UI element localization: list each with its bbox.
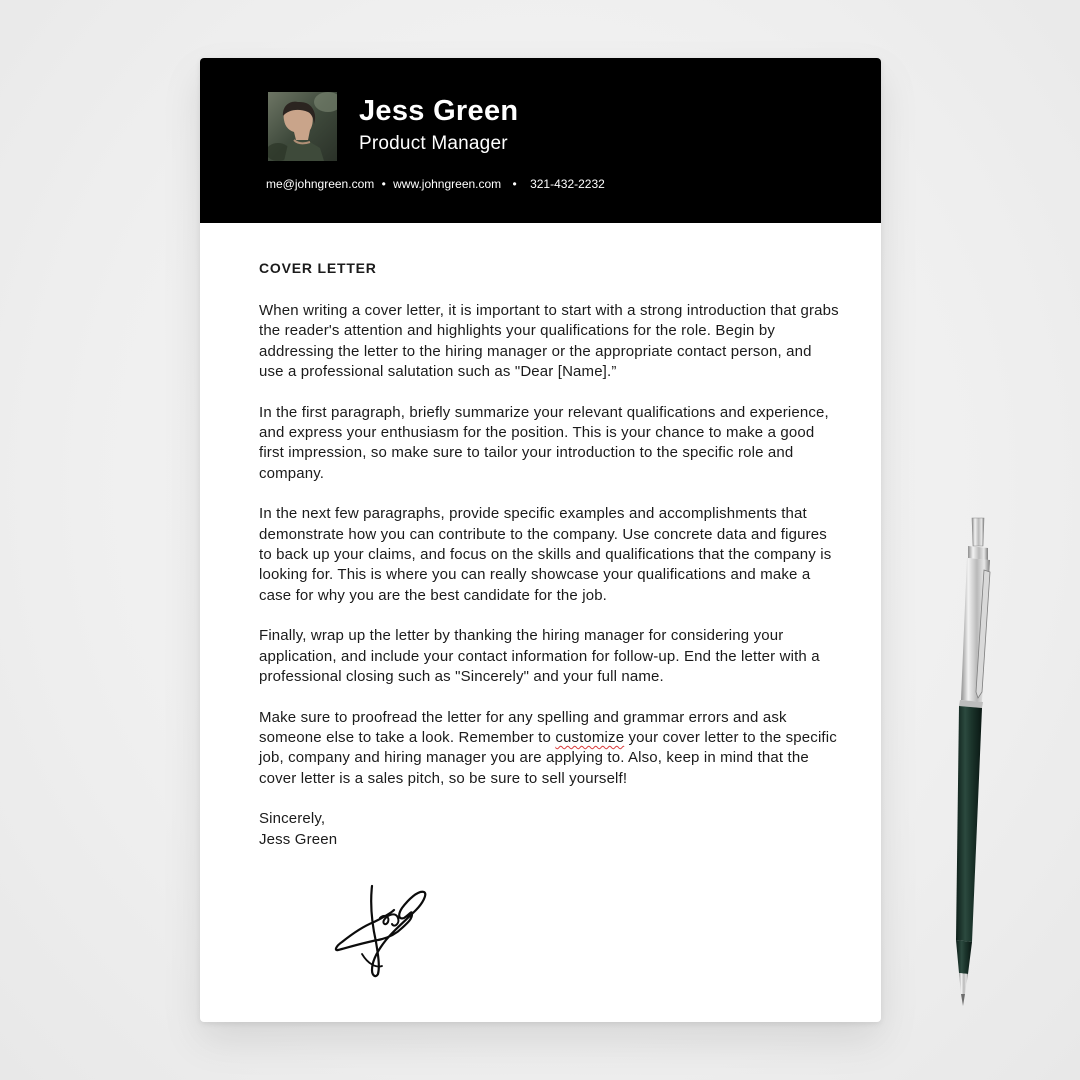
contact-line: [266, 176, 605, 192]
closing-salutation: Sincerely,: [259, 810, 326, 828]
contact-website: www.johngreen.com: [393, 177, 502, 191]
contact-phone: 321-432-2232: [530, 177, 605, 191]
contact-email: me@johngreen.com: [266, 177, 375, 191]
paragraph-intro: When writing a cover letter, it is important to start with a strong introduction that grabs the reader's attention and highlights your qualifications for the role. Begin by addressing the letter to the hiring manager or the appropriate contact person, and use a professional salutation such as "Dear [Name].”: [259, 302, 839, 381]
pen-icon: [930, 512, 1000, 1012]
contact-separator: •: [512, 177, 517, 191]
letter-header: [200, 58, 881, 223]
section-title: COVER LETTER: [259, 260, 377, 276]
paragraph-examples: In the next few paragraphs, provide specific examples and accomplishments that demonstrate how you can contribute to the company. Use concrete data and figures to back up your claims, and focus on the skills and qualifications that the company is looking for. This is where you can really showcase your qualifications and make a case for why you are the best candidate for the job.: [259, 505, 832, 604]
avatar: [268, 92, 337, 161]
profile-photo: [268, 92, 337, 161]
paragraph-first: In the first paragraph, briefly summarize your relevant qualifications and experience, and express your enthusiasm for the position. This is your chance to make a good first impression, so make sure to tailor your introduction to the specific role and company.: [259, 403, 829, 482]
signature-icon: [332, 884, 432, 980]
paragraph-proofread: [259, 708, 839, 790]
paragraph-closing-advice: Finally, wrap up the letter by thanking the hiring manager for considering your application, and include your contact information for follow-up. End the letter with a professional closing such as "Sincerely" and your full name.: [259, 627, 820, 686]
cover-letter-page: [200, 58, 881, 1022]
spellcheck-flagged-word: customize: [555, 728, 625, 746]
paragraph-proofread-end: your cover letter to the specific job, company and hiring manager you are applying to. Also, keep in mind that the cover letter is a sales pitch, so be sure to sell yourself!: [259, 728, 837, 787]
letter-body: [259, 258, 839, 850]
candidate-name: Jess Green: [359, 95, 519, 127]
signoff-name: Jess Green: [259, 830, 338, 848]
paragraph-proofread-start: Make sure to proofread the letter for any spelling and grammar errors and ask someone else to take a look. Remember to: [259, 708, 787, 746]
candidate-role: Product Manager: [359, 133, 508, 154]
contact-separator: •: [381, 177, 386, 191]
